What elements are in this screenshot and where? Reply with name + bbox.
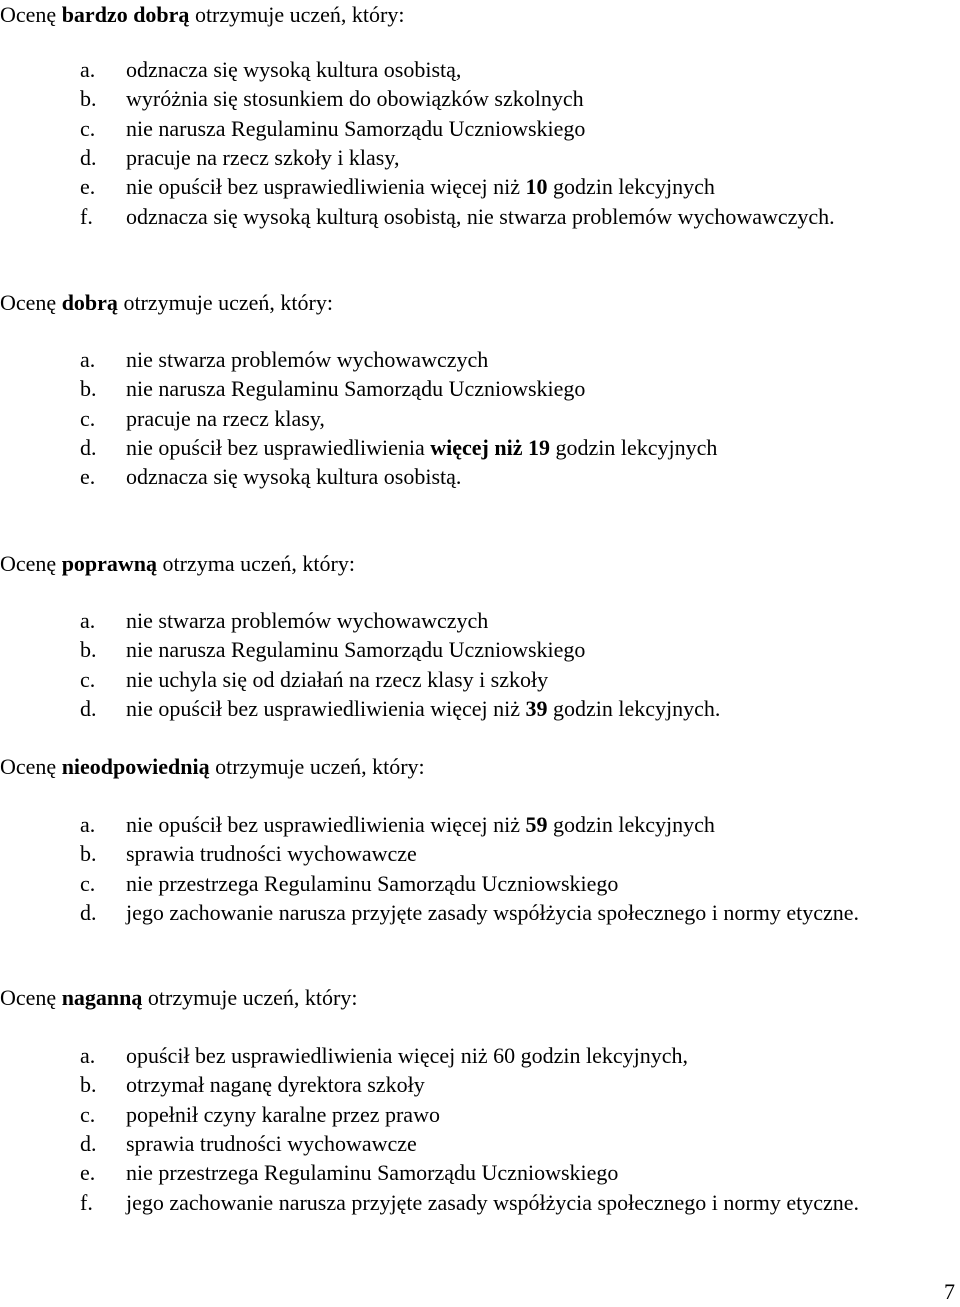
heading-prefix: Ocenę [0, 985, 62, 1010]
list-item-text [126, 869, 958, 898]
list-item-text [126, 1100, 958, 1129]
text-fragment: nie opuścił bez usprawiedliwienia [126, 434, 431, 460]
text-fragment: nie uchyla się od działań na rzecz klasy i szkoły [126, 666, 549, 692]
text-fragment: otrzymał naganę dyrektora szkoły [126, 1072, 425, 1098]
list-item-text [126, 665, 958, 694]
list-item-text [126, 143, 958, 172]
bold-fragment: więcej niż 19 [430, 434, 550, 460]
section-heading [0, 288, 333, 317]
list-marker: c. [80, 1101, 96, 1127]
bold-fragment: 39 [525, 695, 548, 721]
list-item-text [126, 84, 958, 113]
heading-grade: naganną [61, 985, 143, 1010]
heading-grade: bardzo dobrą [61, 2, 190, 27]
text-fragment: nie opuścił bez usprawiedliwienia więcej niż [126, 695, 526, 721]
text-fragment: odznacza się wysoką kultura osobistą. [126, 464, 462, 490]
list-marker: d. [80, 434, 97, 460]
list-item-text [126, 202, 958, 231]
heading-prefix: Ocenę [0, 2, 62, 27]
text-fragment: nie przestrzega Regulaminu Samorządu Uczniowskiego [126, 1160, 619, 1186]
list-item-text [126, 1158, 958, 1187]
list-marker: d. [80, 899, 97, 925]
list-marker: a. [80, 812, 96, 837]
list-item-text [126, 1041, 958, 1070]
list-marker: b. [80, 86, 97, 112]
text-fragment: godzin lekcyjnych [549, 434, 718, 460]
text-fragment: wyróżnia się stosunkiem do obowiązków szkolnych [126, 86, 584, 112]
list-marker: d. [80, 144, 97, 170]
text-fragment: godzin lekcyjnych [547, 174, 715, 200]
list-marker: d. [80, 1130, 97, 1156]
text-fragment: opuścił bez usprawiedliwienia więcej niż 60 godzin lekcyjnych, [126, 1043, 689, 1068]
text-fragment: nie narusza Regulaminu Samorządu Uczniowskiego [126, 115, 586, 141]
text-fragment: odznacza się wysoką kulturą osobistą, nie stwarza problemów wychowawczych. [126, 203, 835, 229]
list-marker: e. [80, 1160, 96, 1186]
heading-suffix: otrzyma uczeń, który: [157, 551, 355, 576]
list-item-text [126, 462, 958, 491]
list-marker: c. [80, 115, 96, 141]
list-marker: c. [80, 666, 96, 692]
text-fragment: nie stwarza problemów wychowawczych [126, 347, 489, 372]
text-fragment: nie stwarza problemów wychowawczych [126, 608, 489, 633]
heading-suffix: otrzymuje uczeń, który: [189, 2, 405, 27]
list-item-text [126, 635, 958, 664]
heading-grade: poprawną [61, 551, 158, 576]
text-fragment: nie opuścił bez usprawiedliwienia więcej niż [126, 174, 526, 200]
list-item-text [126, 55, 958, 84]
text-fragment: pracuje na rzecz szkoły i klasy, [126, 144, 400, 170]
list-item-text [126, 404, 958, 433]
text-fragment: nie opuścił bez usprawiedliwienia więcej niż [126, 812, 526, 837]
heading-grade: nieodpowiednią [61, 754, 210, 779]
text-fragment: odznacza się wysoką kultura osobistą, [126, 57, 462, 82]
list-item-text [126, 810, 958, 839]
heading-prefix: Ocenę [0, 290, 62, 315]
list-item-text [126, 433, 958, 462]
list-marker: f. [80, 1189, 93, 1215]
heading-prefix: Ocenę [0, 754, 62, 779]
list-item-text [126, 114, 958, 143]
text-fragment: sprawia trudności wychowawcze [126, 841, 417, 867]
list-marker: c. [80, 405, 96, 431]
list-marker: c. [80, 870, 96, 896]
list-marker: d. [80, 695, 97, 721]
text-fragment: jego zachowanie narusza przyjęte zasady współżycia społecznego i normy etyczne. [126, 1189, 860, 1215]
heading-grade: dobrą [61, 290, 118, 315]
bold-fragment: 59 [525, 812, 548, 837]
text-fragment: sprawia trudności wychowawcze [126, 1130, 417, 1156]
list-marker: f. [80, 203, 93, 229]
list-marker: a. [80, 57, 96, 82]
list-marker: b. [80, 1072, 97, 1098]
text-fragment: popełnił czyny karalne przez prawo [126, 1101, 440, 1127]
text-fragment: nie narusza Regulaminu Samorządu Uczniowskiego [126, 376, 586, 402]
list-marker: b. [80, 376, 97, 402]
list-marker: b. [80, 637, 97, 663]
list-item-text [126, 345, 958, 374]
list-item-text [126, 1070, 958, 1099]
list-marker: e. [80, 464, 96, 490]
text-fragment: godzin lekcyjnych [547, 812, 715, 837]
list-item-text [126, 898, 958, 927]
text-fragment: pracuje na rzecz klasy, [126, 405, 325, 431]
list-marker: a. [80, 1043, 96, 1068]
page-number: 7 [944, 1279, 955, 1304]
list-item-text [126, 1129, 958, 1158]
section-heading [0, 549, 355, 578]
text-fragment: jego zachowanie narusza przyjęte zasady współżycia społecznego i normy etyczne. [126, 899, 860, 925]
list-item-text [126, 172, 958, 201]
heading-suffix: otrzymuje uczeń, który: [142, 985, 358, 1010]
heading-prefix: Ocenę [0, 551, 62, 576]
section-heading [0, 0, 404, 29]
list-marker: a. [80, 347, 96, 372]
list-marker: e. [80, 174, 96, 200]
text-fragment: nie narusza Regulaminu Samorządu Uczniowskiego [126, 637, 586, 663]
text-fragment: nie przestrzega Regulaminu Samorządu Uczniowskiego [126, 870, 619, 896]
section-heading [0, 983, 357, 1012]
bold-fragment: 10 [525, 174, 548, 200]
list-marker: a. [80, 608, 96, 633]
list-item-text [126, 694, 958, 723]
list-item-text [126, 606, 958, 635]
text-fragment: godzin lekcyjnych. [547, 695, 721, 721]
list-item-text [126, 374, 958, 403]
section-heading [0, 752, 425, 781]
heading-suffix: otrzymuje uczeń, który: [117, 290, 333, 315]
list-item-text [126, 1188, 958, 1217]
list-marker: b. [80, 841, 97, 867]
heading-suffix: otrzymuje uczeń, który: [209, 754, 425, 779]
list-item-text [126, 839, 958, 868]
